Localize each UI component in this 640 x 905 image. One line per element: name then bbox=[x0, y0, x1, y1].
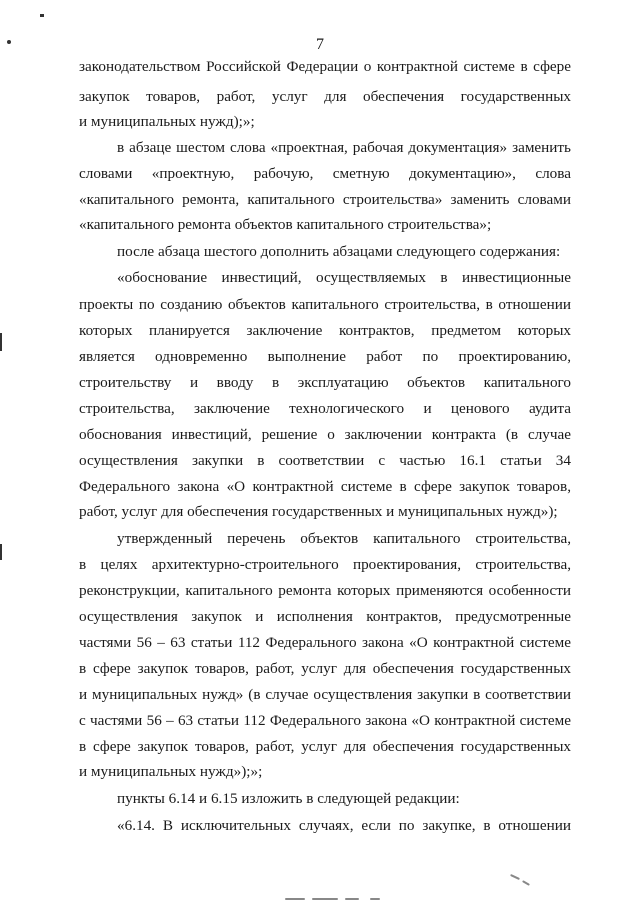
scan-mark bbox=[7, 40, 11, 44]
text-line: «6.14. В исключительных случаях, если по закупке, в отношении bbox=[117, 817, 571, 834]
scan-mark bbox=[522, 880, 530, 886]
scan-mark bbox=[345, 898, 359, 900]
scan-mark bbox=[0, 544, 2, 560]
scan-mark bbox=[312, 898, 338, 900]
text-line: и муниципальных нужд» (в случае осуществления закупки в соответствии bbox=[79, 686, 571, 703]
text-line: в абзаце шестом слова «проектная, рабочая документация» заменить bbox=[117, 139, 571, 156]
text-line: пункты 6.14 и 6.15 изложить в следующей редакции: bbox=[117, 790, 460, 807]
text-line: с частями 56 – 63 статьи 112 Федерального закона «О контрактной системе bbox=[79, 712, 571, 729]
text-line: проекты по созданию объектов капитального строительства, в отношении bbox=[79, 296, 571, 313]
text-line: осуществления закупок и исполнения контрактов, предусмотренные bbox=[79, 608, 571, 625]
text-line: обоснования инвестиций, решение о заключении контракта (в случае bbox=[79, 426, 571, 443]
text-line: и муниципальных нужд);»; bbox=[79, 113, 255, 130]
text-line: «капитального ремонта, капитального строительства» заменить словами bbox=[79, 191, 571, 208]
text-line: в целях архитектурно-строительного проектирования, строительства, bbox=[79, 556, 571, 573]
text-line: является одновременно выполнение работ по проектированию, bbox=[79, 348, 571, 365]
scan-mark bbox=[285, 898, 305, 900]
text-line: «обоснование инвестиций, осуществляемых в инвестиционные bbox=[117, 269, 571, 286]
text-line: «капитального ремонта объектов капитального строительства»; bbox=[79, 216, 492, 233]
text-line: и муниципальных нужд»);»; bbox=[79, 763, 263, 780]
text-line: осуществления закупки в соответствии с частью 16.1 статьи 34 bbox=[79, 452, 571, 469]
page-number: 7 bbox=[316, 36, 324, 53]
scan-mark bbox=[510, 874, 520, 880]
text-line: которых планируется заключение контрактов, предметом которых bbox=[79, 322, 571, 339]
text-line: частями 56 – 63 статьи 112 Федерального закона «О контрактной системе bbox=[79, 634, 571, 651]
text-line: работ, услуг для обеспечения государственных и муниципальных нужд»); bbox=[79, 503, 558, 520]
text-line: после абзаца шестого дополнить абзацами следующего содержания: bbox=[117, 243, 561, 260]
text-line: строительству и вводу в эксплуатацию объектов капитального bbox=[79, 374, 571, 391]
text-line: реконструкции, капитального ремонта которых применяются особенности bbox=[79, 582, 571, 599]
scan-mark bbox=[0, 333, 2, 351]
text-line: закупок товаров, работ, услуг для обеспечения государственных bbox=[79, 88, 571, 105]
text-line: Федерального закона «О контрактной системе в сфере закупок товаров, bbox=[79, 478, 571, 495]
text-line: утвержденный перечень объектов капитального строительства, bbox=[117, 530, 571, 547]
text-line: строительства, заключение технологического и ценового аудита bbox=[79, 400, 571, 417]
text-line: в сфере закупок товаров, работ, услуг для обеспечения государственных bbox=[79, 738, 571, 755]
text-line: законодательством Российской Федерации о контрактной системе в сфере bbox=[79, 58, 571, 75]
scan-mark bbox=[370, 898, 380, 900]
text-line: словами «проектную, рабочую, сметную документацию», слова bbox=[79, 165, 571, 182]
text-line: в сфере закупок товаров, работ, услуг для обеспечения государственных bbox=[79, 660, 571, 677]
scan-mark bbox=[40, 14, 44, 17]
